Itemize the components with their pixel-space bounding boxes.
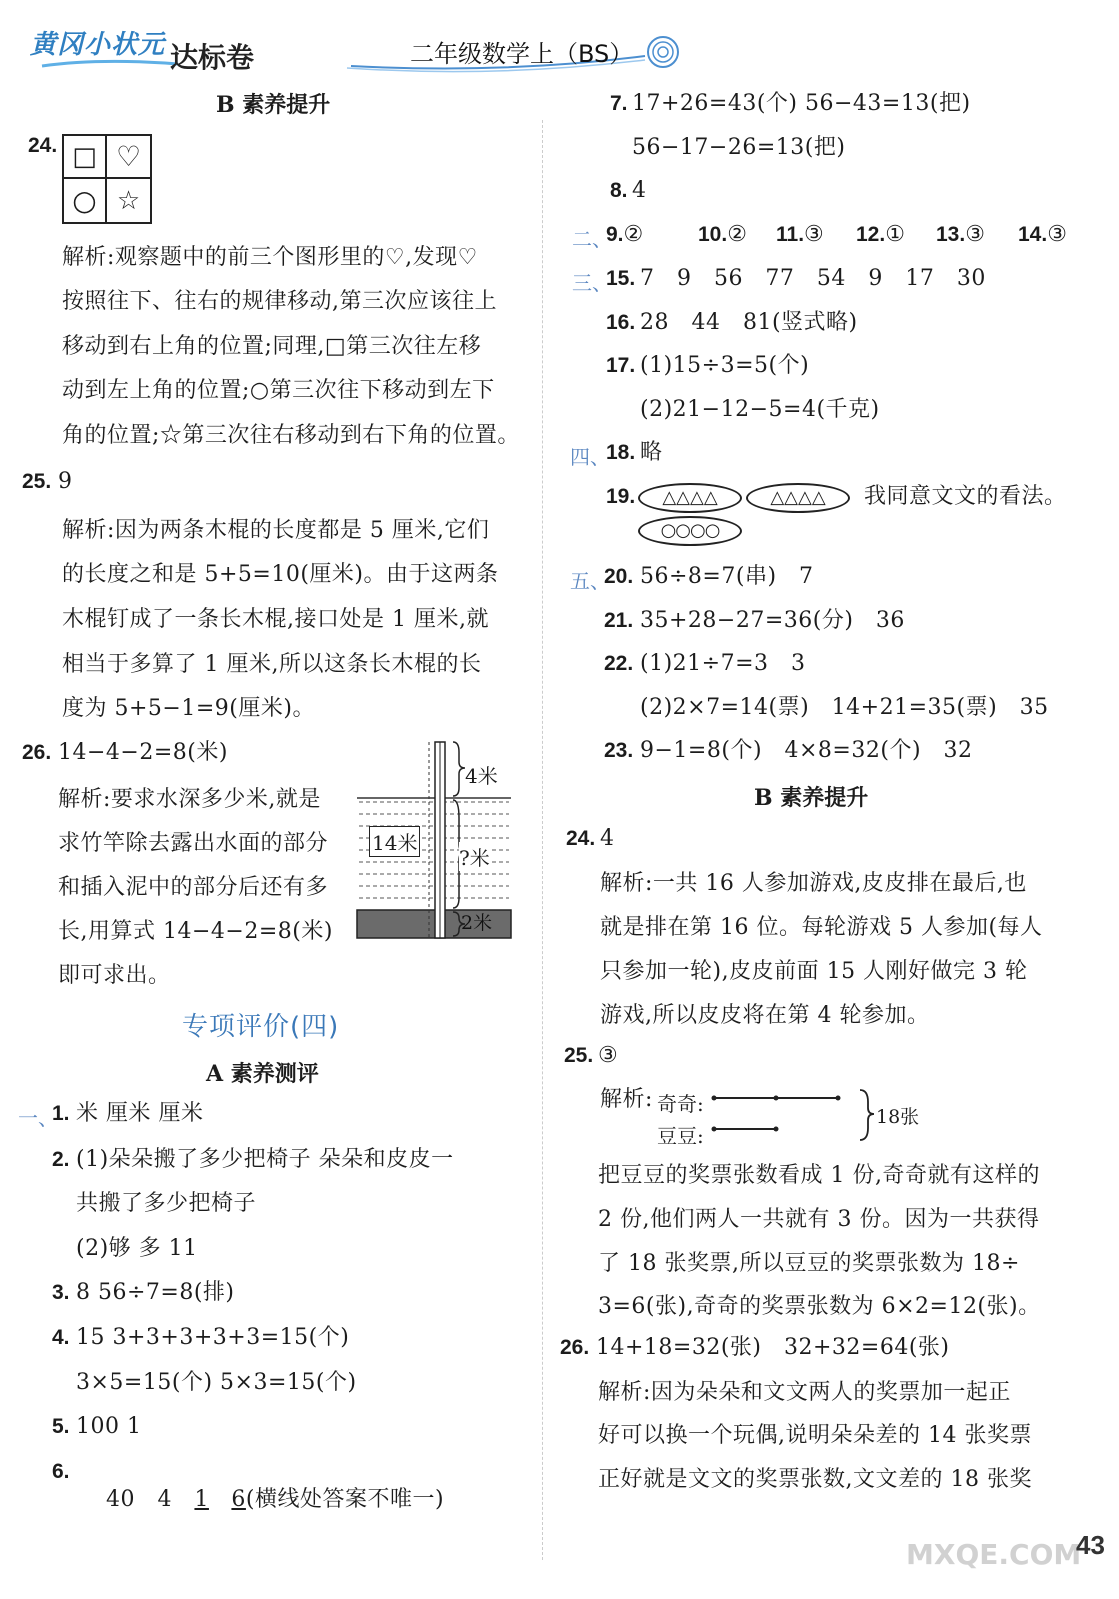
answer-text: 4 xyxy=(600,826,615,851)
answer-text: 17+26=43(个) 56−43=13(把) xyxy=(632,91,971,116)
answer-text xyxy=(76,1458,444,1542)
answer-text: 略 xyxy=(640,440,663,465)
question-number: 25. xyxy=(564,1044,594,1067)
diagram-label-pole: 14米 xyxy=(369,826,420,857)
underlined-answer: 6 xyxy=(231,1487,246,1512)
explanation-line: 移动到右上角的位置;同理,□第三次往左移 xyxy=(62,334,482,359)
question-number: 15. xyxy=(606,267,636,290)
part-marker: 一、 xyxy=(18,1106,58,1130)
explanation-line: 即可求出。 xyxy=(58,963,171,988)
star-icon: ☆ xyxy=(116,185,141,216)
explanation-line: 好可以换一个玩偶,说明朵朵差的 14 张奖票 xyxy=(598,1423,1032,1448)
book-title: 达标卷 xyxy=(170,41,255,74)
diagram-label-top: 4米 xyxy=(465,760,498,789)
part-marker: 二、 xyxy=(572,227,612,251)
explanation-line: 解析:观察题中的前三个图形里的♡,发现♡ xyxy=(62,245,478,270)
explanation-line: 解析:一共 16 人参加游戏,皮皮排在最后,也 xyxy=(600,871,1027,896)
explanation-line: 动到左上角的位置;○第三次往下移动到左下 xyxy=(62,378,495,403)
choice-answer: 11.③ xyxy=(776,222,825,247)
explanation-line: 长,用算式 14−4−2=8(米) xyxy=(58,919,333,944)
answer-text: (2)21−12−5=4(千克) xyxy=(640,397,880,422)
explanation-line: 木棍钉成了一条长木棍,接口处是 1 厘米,就 xyxy=(62,607,489,632)
part-marker: 五、 xyxy=(570,569,610,593)
question-number: 21. xyxy=(604,609,634,632)
explanation-line: 解析:因为朵朵和文文两人的奖票加一起正 xyxy=(598,1380,1011,1405)
grouping-oval: ○○○○ xyxy=(638,516,742,546)
choice-answer: 10.② xyxy=(698,222,748,247)
answer-text: 9 xyxy=(58,469,73,494)
section-a-title: A 素养测评 xyxy=(206,1061,319,1087)
answer-text: 28 44 81(竖式略) xyxy=(640,310,858,335)
explanation-line: 了 18 张奖票,所以豆豆的奖票张数为 18÷ xyxy=(598,1251,1020,1276)
answer-text: 8 56÷7=8(排) xyxy=(76,1280,235,1305)
question-number: 4. xyxy=(52,1326,70,1349)
underlined-answer: 1 xyxy=(194,1487,209,1512)
part-marker: 三、 xyxy=(572,271,612,295)
explanation-line: 只参加一轮),皮皮前面 15 人刚好做完 3 轮 xyxy=(600,959,1028,984)
choice-answer: 13.③ xyxy=(936,222,986,247)
explanation-line: 就是排在第 16 位。每轮游戏 5 人参加(每人 xyxy=(600,915,1043,940)
brand-logo: 黄冈小状元 xyxy=(30,30,166,60)
question-number: 5. xyxy=(52,1415,70,1438)
explanation-line: 求竹竿除去露出水面的部分 xyxy=(58,831,329,856)
diagram-label-water: ?米 xyxy=(459,842,490,871)
diagram-label-mud: 2米 xyxy=(461,912,493,934)
question-number: 6. xyxy=(52,1460,70,1483)
grouping-oval: △△△△ xyxy=(638,483,742,513)
question-number: 26. xyxy=(22,741,52,764)
answer-text: ③ xyxy=(598,1043,619,1068)
answer-text: 35+28−27=36(分) 36 xyxy=(640,608,905,633)
circle-icon: ○ xyxy=(64,179,107,222)
explanation-label: 解析: xyxy=(600,1087,653,1112)
question-number: 23. xyxy=(604,739,634,762)
answer-note: (横线处答案不唯一) xyxy=(245,1487,445,1512)
question-number: 8. xyxy=(610,179,628,202)
explanation-line: 度为 5+5−1=9(厘米)。 xyxy=(62,696,315,721)
section-b-title: B 素养提升 xyxy=(216,92,331,118)
question-number: 17. xyxy=(606,354,636,377)
answer-text: 7 9 56 77 54 9 17 30 xyxy=(640,266,986,291)
answer-text: 我同意文文的看法。 xyxy=(864,484,1067,509)
question-number: 25. xyxy=(22,470,52,493)
subject-title: 二年级数学上（BS） xyxy=(410,40,634,68)
answer-text: (1)15÷3=5(个) xyxy=(640,353,810,378)
question-number: 24. xyxy=(28,134,58,157)
question-number: 26. xyxy=(560,1336,590,1359)
line-label-qiqi: 奇奇: xyxy=(657,1092,704,1116)
shape-grid xyxy=(62,134,152,224)
heart-icon: ♡ xyxy=(107,136,150,179)
explanation-line: 相当于多算了 1 厘米,所以这条长木棍的长 xyxy=(62,652,482,677)
explanation-line: 3=6(张),奇奇的奖票张数为 6×2=12(张)。 xyxy=(598,1294,1041,1319)
question-number: 1. xyxy=(52,1102,70,1125)
answer-text: 100 1 xyxy=(76,1414,142,1439)
answer-text: 56−17−26=13(把) xyxy=(632,135,846,160)
explanation-line: 按照往下、往右的规律移动,第三次应该往上 xyxy=(62,289,497,314)
question-number: 22. xyxy=(604,652,634,675)
answer-text: 共搬了多少把椅子 xyxy=(76,1191,257,1216)
grouping-oval: △△△△ xyxy=(746,483,850,513)
explanation-line: 解析:因为两条木棍的长度都是 5 厘米,它们 xyxy=(62,518,490,543)
question-number: 20. xyxy=(604,565,634,588)
choice-answer: 12.① xyxy=(856,222,906,247)
explanation-line: 2 份,他们两人一共就有 3 份。因为一共获得 xyxy=(598,1207,1040,1232)
choice-answer: 14.③ xyxy=(1018,222,1068,247)
answer-text: 14+18=32(张) 32+32=64(张) xyxy=(596,1335,950,1360)
answer-text: (2)够 多 11 xyxy=(76,1236,198,1261)
total-label: 18张 xyxy=(876,1106,920,1128)
explanation-line: 正好就是文文的奖票张数,文文差的 18 张奖 xyxy=(598,1467,1032,1492)
explanation-line: 游戏,所以皮皮将在第 4 轮参加。 xyxy=(600,1003,930,1028)
explanation-line: 把豆豆的奖票张数看成 1 份,奇奇就有这样的 xyxy=(598,1163,1040,1188)
explanation-line: 的长度之和是 5+5=10(厘米)。由于这两条 xyxy=(62,562,499,587)
question-number: 7. xyxy=(610,92,628,115)
part-marker: 四、 xyxy=(570,445,610,469)
answer-text: (2)2×7=14(票) 14+21=35(票) 35 xyxy=(640,695,1049,720)
special-eval-title: 专项评价(四) xyxy=(182,1012,340,1042)
answer-text: 米 厘米 厘米 xyxy=(76,1101,204,1126)
explanation-line: 角的位置;☆第三次往右移动到右下角的位置。 xyxy=(62,423,520,448)
question-number: 3. xyxy=(52,1281,70,1304)
square-icon: □ xyxy=(64,136,107,179)
line-label-doudou: 豆豆: xyxy=(657,1124,704,1148)
question-number: 24. xyxy=(566,827,596,850)
answer-text: 3×5=15(个) 5×3=15(个) xyxy=(76,1370,357,1395)
answer-text: 15 3+3+3+3+3=15(个) xyxy=(76,1325,350,1350)
explanation-line: 和插入泥中的部分后还有多 xyxy=(58,875,329,900)
answer-text: (1)21÷7=3 3 xyxy=(640,651,806,676)
question-number: 16. xyxy=(606,311,636,334)
answer-text: 56÷8=7(串) 7 xyxy=(640,564,814,589)
explanation-line: 解析:要求水深多少米,就是 xyxy=(58,787,321,812)
column-divider xyxy=(542,120,543,1560)
answer-gap xyxy=(209,1487,231,1512)
choice-answers-row xyxy=(606,221,1078,249)
pole-water-diagram xyxy=(355,738,515,943)
question-number: 18. xyxy=(606,441,636,464)
question-number: 2. xyxy=(52,1148,70,1171)
watermark: MXQE.COM xyxy=(906,1538,1082,1571)
answer-part: 40 4 xyxy=(105,1487,195,1512)
question-number: 19. xyxy=(606,485,636,508)
answer-text: 14−4−2=8(米) xyxy=(58,740,228,765)
page-number: 43 xyxy=(1076,1530,1105,1560)
answer-text: 9−1=8(个) 4×8=32(个) 32 xyxy=(640,738,973,763)
choice-answer: 9.② xyxy=(606,222,644,247)
answer-text: (1)朵朵搬了多少把椅子 朵朵和皮皮一 xyxy=(76,1147,454,1172)
brand-swoosh-icon xyxy=(40,56,180,72)
answer-text: 4 xyxy=(632,178,647,203)
section-b-title: B 素养提升 xyxy=(754,785,869,811)
